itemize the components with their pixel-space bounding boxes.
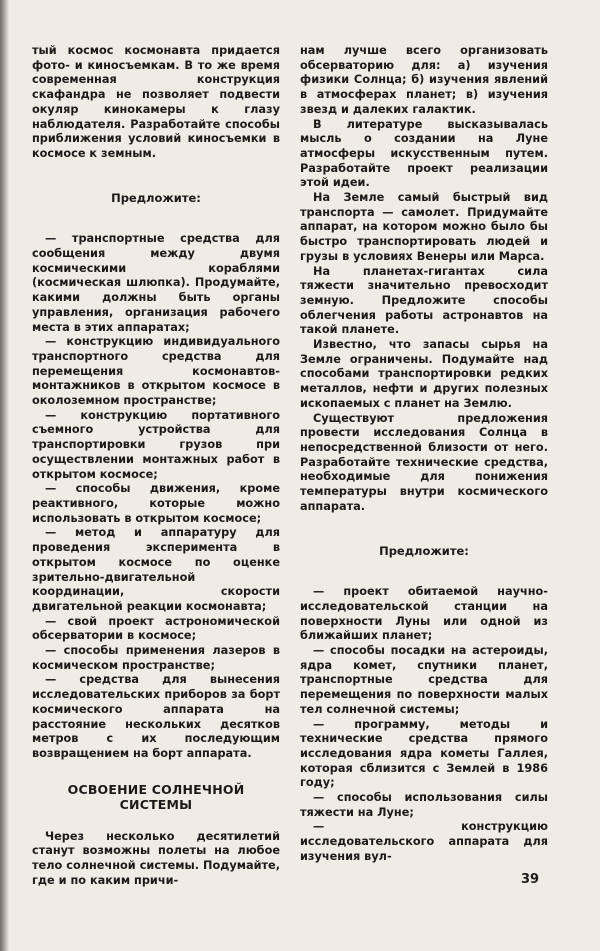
section-paragraph: Через несколько десятилетий станут возможны полеты на любое тело солнечной системы. Подумайте, где и по каким причи-: [32, 829, 280, 887]
list-item: — программу, методы и технические средства прямого исследования ядра кометы Галлея, которая сблизится с Землей в 1986 году;: [300, 717, 548, 790]
page-binding-edge: [0, 0, 9, 951]
intro-paragraph: тый космос космонавта придается фото- и киносъемкам. В то же время современная конструкция скафандра не позволяет подвести окуляр кинокамеры к глазу наблюдателя. Разработайте способы приближения условий киносъемки в космосе к земным.: [32, 44, 280, 160]
proposals-heading-right: Предложите:: [379, 543, 469, 558]
right-column: [300, 44, 548, 865]
paragraph: В литературе высказывалась мысль о создании на Луне атмосферы искусственным путем. Разработайте проект реализации этой идеи.: [300, 117, 548, 190]
proposals-heading-left: Предложите:: [111, 190, 201, 205]
list-item: — способы движения, кроме реактивного, которые можно использовать в открытом космосе;: [32, 482, 280, 525]
left-column: [32, 44, 280, 888]
list-item: — транспортные средства для сообщения между двумя космическими кораблями (космическая шлюпка). Продумайте, какими должны быть органы управления, организация рабочего места в этих аппаратах;: [32, 232, 280, 334]
list-item: — метод и аппаратуру для проведения эксперимента в открытом космосе по оценке зрительно-двигательной координации, скорости двигательной реакции космонавта;: [32, 526, 280, 613]
list-item: — способы посадки на астероиды, ядра комет, спутники планет, транспортные средства для перемещения по поверхности малых тел солнечной системы;: [300, 644, 548, 716]
list-item: — конструкцию исследовательского аппарата для изучения вул-: [300, 820, 548, 863]
paragraph: Существуют предложения провести исследования Солнца в непосредственной близости от него. Разработайте технические средства, необходимые для понижения температуры внутри космического аппарата.: [300, 411, 548, 513]
list-item: — свой проект астрономической обсерватории в космосе;: [32, 614, 280, 643]
list-item: — проект обитаемой научно-исследовательской станции на поверхности Луны или одной из ближайших планет;: [300, 585, 548, 643]
list-item: — конструкцию индивидуального транспортного средства для перемещения космонавтов-монтажников в открытом космосе в околоземном пространстве;: [32, 335, 280, 408]
paragraph: На Земле самый быстрый вид транспорта — самолет. Придумайте аппарат, на котором можно было бы быстро транспортировать людей и грузы в условиях Венеры или Марса.: [300, 191, 548, 263]
list-item: — способы использования силы тяжести на Луне;: [300, 791, 548, 819]
paragraph: На планетах-гигантах сила тяжести значительно превосходит земную. Предложите способы облегчения работы астронавтов на такой планете.: [300, 264, 548, 337]
list-item: — способы применения лазеров в космическом пространстве;: [32, 644, 280, 672]
list-item: — конструкцию портативного съемного устройства для транспортировки грузов при осуществлении монтажных работ в открытом космосе;: [32, 408, 280, 481]
section-title: ОСВОЕНИЕ СОЛНЕЧНОЙ СИСТЕМЫ: [67, 781, 245, 812]
page-number: 39: [521, 872, 540, 887]
paragraph: нам лучше всего организовать обсерваторию для: а) изучения физики Солнца; б) изучения явлений в атмосферах планет; в) изучения звезд и далеких галактик.: [300, 44, 548, 116]
list-item: — средства для вынесения исследовательских приборов за борт космического аппарата на расстояние нескольких десятков метров с их последующим возвращением на борт аппарата.: [32, 673, 280, 760]
paragraph: Известно, что запасы сырья на Земле ограничены. Подумайте над способами транспортировки редких металлов, нефти и других полезных ископаемых с планет на Землю.: [300, 338, 548, 410]
